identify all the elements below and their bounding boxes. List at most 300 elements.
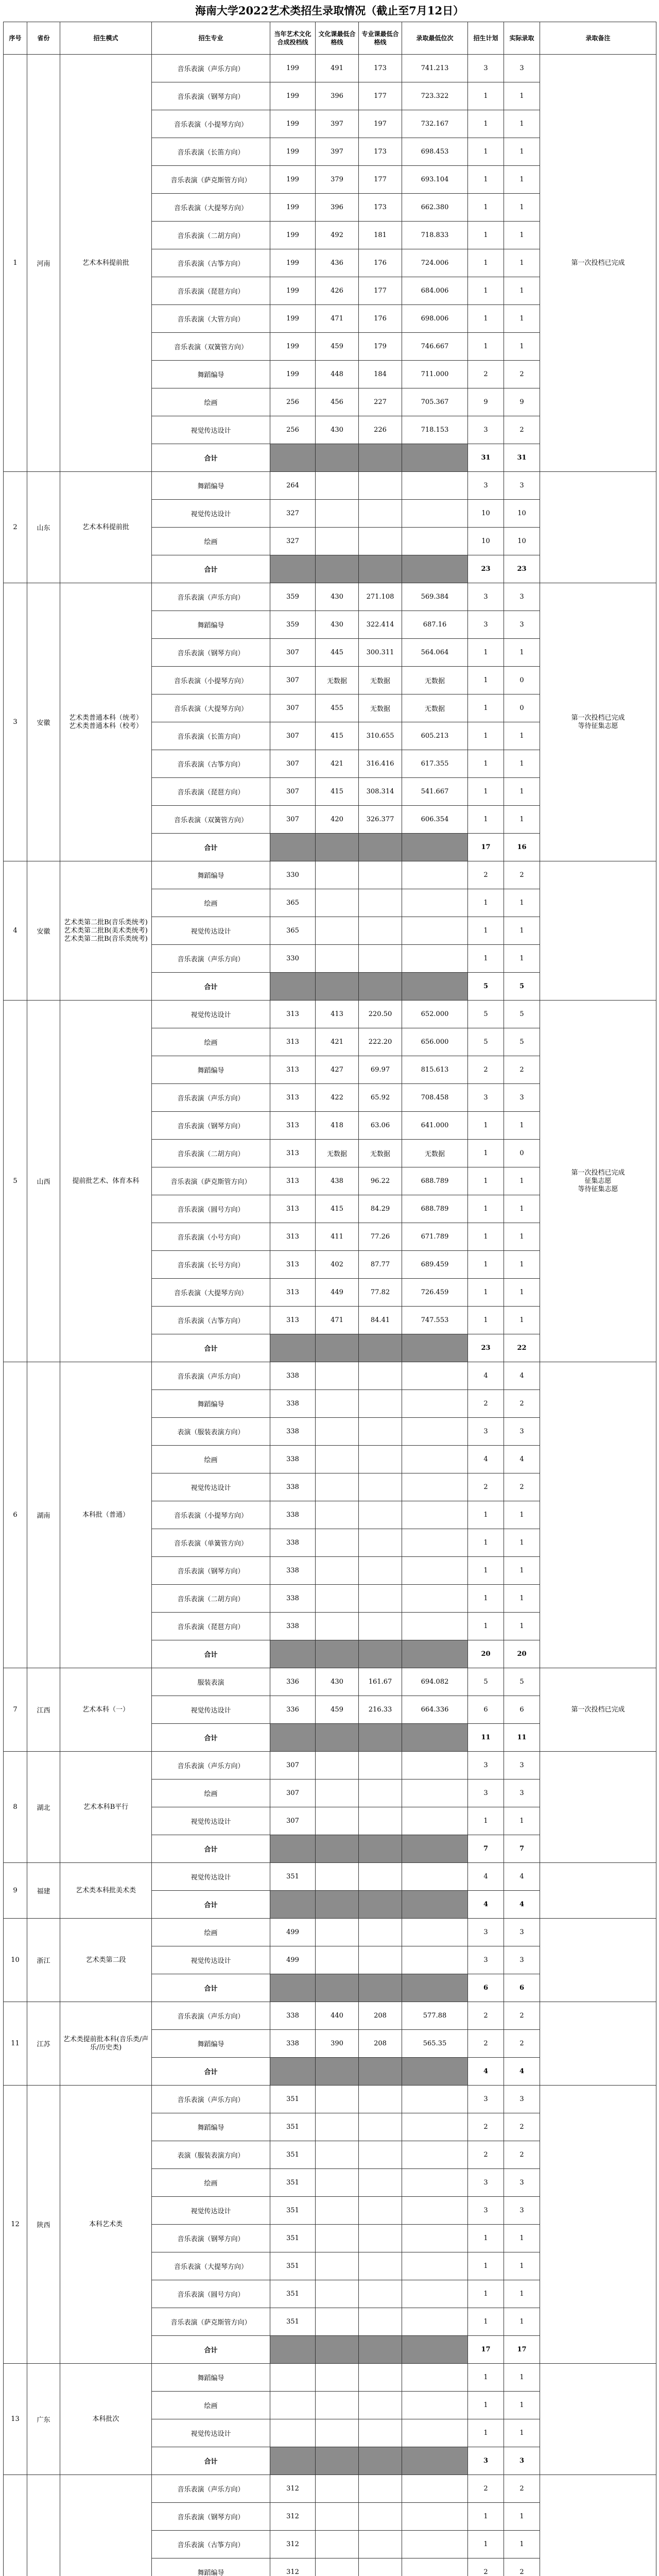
cell-value: 1	[468, 138, 504, 166]
province-name	[27, 2475, 60, 2576]
cell-value: 436	[316, 249, 359, 277]
major-name: 舞蹈编导	[152, 472, 270, 500]
shaded-cell	[402, 1640, 468, 1668]
cell-value: 176	[359, 305, 402, 333]
province-name: 湖南	[27, 1362, 60, 1668]
major-name: 音乐表演（萨克斯管方向）	[152, 2308, 270, 2336]
shaded-cell	[402, 1974, 468, 2002]
cell-value: 4	[504, 1362, 540, 1390]
cell-value: 3	[504, 1752, 540, 1780]
cell-value	[316, 1863, 359, 1891]
cell-value: 1	[504, 2280, 540, 2308]
table-body	[4, 55, 656, 2576]
major-name: 音乐表演（古筝方向）	[152, 750, 270, 778]
cell-value: 1	[468, 194, 504, 222]
table-row	[4, 2475, 656, 2503]
major-name: 音乐表演（古筝方向）	[152, 249, 270, 277]
cell-value: 无数据	[359, 667, 402, 694]
cell-value	[402, 1946, 468, 1974]
shaded-cell	[316, 973, 359, 1001]
cell-value: 365	[270, 889, 316, 917]
cell-value: 1	[504, 1112, 540, 1140]
cell-value	[316, 1807, 359, 1835]
major-name: 舞蹈编导	[152, 1390, 270, 1418]
cell-value	[359, 2308, 402, 2336]
cell-value: 310.655	[359, 722, 402, 750]
cell-value: 577.88	[402, 2002, 468, 2030]
cell-value: 313	[270, 1167, 316, 1195]
subtotal-actual: 5	[504, 973, 540, 1001]
admission-mode: 艺术类本科批美术类	[60, 1863, 152, 1919]
cell-value: 199	[270, 82, 316, 110]
cell-value: 1	[468, 889, 504, 917]
cell-value: 222.20	[359, 1028, 402, 1056]
major-name: 绘画	[152, 528, 270, 555]
shaded-cell	[359, 1724, 402, 1752]
cell-value: 84.41	[359, 1307, 402, 1334]
shaded-cell	[402, 1835, 468, 1863]
cell-value	[402, 2197, 468, 2225]
major-name: 舞蹈编导	[152, 1056, 270, 1084]
cell-value: 445	[316, 639, 359, 667]
province-name: 广东	[27, 2364, 60, 2475]
cell-value: 1	[504, 1529, 540, 1557]
admission-note: 第一次投档已完成 等待征集志愿	[540, 583, 656, 861]
cell-value: 316.416	[359, 750, 402, 778]
cell-value: 1	[468, 2503, 504, 2531]
cell-value: 397	[316, 138, 359, 166]
cell-value	[359, 2141, 402, 2169]
cell-value: 199	[270, 138, 316, 166]
cell-value: 718.833	[402, 222, 468, 249]
cell-value	[402, 1585, 468, 1613]
shaded-cell	[270, 555, 316, 583]
cell-value: 565.35	[402, 2030, 468, 2058]
major-name: 舞蹈编导	[152, 2030, 270, 2058]
cell-value	[316, 2475, 359, 2503]
cell-value: 4	[504, 1863, 540, 1891]
cell-value: 711.000	[402, 361, 468, 388]
cell-value: 3	[468, 1946, 504, 1974]
admission-mode: 本科批（普通）	[60, 1362, 152, 1668]
cell-value	[402, 2086, 468, 2113]
major-name: 视觉传达设计	[152, 1696, 270, 1724]
cell-value: 379	[316, 166, 359, 194]
cell-value: 5	[504, 1668, 540, 1696]
cell-value: 3	[504, 1418, 540, 1446]
major-name: 音乐表演（二胡方向）	[152, 1140, 270, 1167]
cell-value: 455	[316, 694, 359, 722]
cell-value	[402, 2392, 468, 2419]
cell-value: 351	[270, 2197, 316, 2225]
shaded-cell	[270, 834, 316, 861]
subtotal-actual: 23	[504, 555, 540, 583]
cell-value: 723.322	[402, 82, 468, 110]
cell-value	[402, 1752, 468, 1780]
province-number: 4	[4, 861, 27, 1001]
cell-value: 1	[468, 750, 504, 778]
cell-value: 2	[504, 361, 540, 388]
cell-value: 415	[316, 722, 359, 750]
cell-value: 1	[468, 277, 504, 305]
shaded-cell	[359, 1974, 402, 2002]
cell-value: 1	[468, 2364, 504, 2392]
cell-value: 1	[504, 82, 540, 110]
subtotal-actual: 17	[504, 2336, 540, 2364]
cell-value	[402, 2113, 468, 2141]
cell-value: 351	[270, 2225, 316, 2252]
cell-value: 65.92	[359, 1084, 402, 1112]
cell-value: 402	[316, 1251, 359, 1279]
cell-value	[359, 1362, 402, 1390]
cell-value: 1	[504, 1585, 540, 1613]
cell-value: 641.000	[402, 1112, 468, 1140]
cell-value	[359, 2280, 402, 2308]
cell-value: 662.380	[402, 194, 468, 222]
shaded-cell	[359, 444, 402, 472]
shaded-cell	[316, 1640, 359, 1668]
cell-value	[359, 2558, 402, 2576]
cell-value: 312	[270, 2475, 316, 2503]
admission-mode: 艺术类普通本科（统考） 艺术类普通本科（校考）	[60, 583, 152, 861]
table-row	[4, 1001, 656, 1028]
cell-value	[359, 1557, 402, 1585]
cell-value: 69.97	[359, 1056, 402, 1084]
cell-value: 1	[468, 110, 504, 138]
cell-value	[316, 1473, 359, 1501]
major-name: 视觉传达设计	[152, 2419, 270, 2447]
major-name: 音乐表演（声乐方向）	[152, 1084, 270, 1112]
cell-value: 2	[468, 2030, 504, 2058]
cell-value	[359, 1390, 402, 1418]
cell-value: 1	[504, 194, 540, 222]
cell-value: 338	[270, 1418, 316, 1446]
cell-value: 199	[270, 55, 316, 82]
cell-value: 5	[468, 1028, 504, 1056]
admission-note	[540, 1919, 656, 2002]
cell-value: 421	[316, 750, 359, 778]
cell-value: 77.26	[359, 1223, 402, 1251]
major-name: 舞蹈编导	[152, 611, 270, 639]
province-number: 10	[4, 1919, 27, 2002]
major-name: 绘画	[152, 889, 270, 917]
table-row	[4, 1919, 656, 1946]
cell-value	[402, 472, 468, 500]
cell-value	[270, 2364, 316, 2392]
cell-value: 430	[316, 416, 359, 444]
cell-value: 732.167	[402, 110, 468, 138]
cell-value: 307	[270, 722, 316, 750]
cell-value: 459	[316, 333, 359, 361]
cell-value: 569.384	[402, 583, 468, 611]
subtotal-plan: 7	[468, 1835, 504, 1863]
cell-value: 2	[468, 2002, 504, 2030]
subtotal-label: 合计	[152, 1835, 270, 1863]
admission-note: 第一次投档已完成	[540, 55, 656, 472]
cell-value: 2	[468, 361, 504, 388]
cell-value: 307	[270, 806, 316, 834]
cell-value	[402, 2503, 468, 2531]
cell-value: 1	[468, 2419, 504, 2447]
shaded-cell	[270, 2058, 316, 2086]
shaded-cell	[402, 2447, 468, 2475]
cell-value: 1	[468, 305, 504, 333]
shaded-cell	[402, 1724, 468, 1752]
cell-value: 1	[468, 1501, 504, 1529]
cell-value: 1	[468, 333, 504, 361]
major-name: 绘画	[152, 1919, 270, 1946]
cell-value	[402, 1418, 468, 1446]
shaded-cell	[270, 2447, 316, 2475]
cell-value: 177	[359, 82, 402, 110]
cell-value	[359, 945, 402, 973]
shaded-cell	[316, 1334, 359, 1362]
cell-value	[316, 1390, 359, 1418]
table-row	[4, 2364, 656, 2392]
column-header: 专业课最低合格线	[359, 22, 402, 55]
major-name: 音乐表演（大提琴方向）	[152, 694, 270, 722]
cell-value: 96.22	[359, 1167, 402, 1195]
cell-value: 无数据	[359, 1140, 402, 1167]
column-header: 文化课最低合格线	[316, 22, 359, 55]
subtotal-plan: 4	[468, 1891, 504, 1919]
cell-value: 1	[468, 1112, 504, 1140]
cell-value: 427	[316, 1056, 359, 1084]
cell-value: 438	[316, 1167, 359, 1195]
admission-mode: 艺术类提前批本科(音乐类/声乐/历史类)	[60, 2002, 152, 2086]
cell-value	[316, 500, 359, 528]
cell-value	[402, 1529, 468, 1557]
cell-value: 313	[270, 1140, 316, 1167]
admission-note	[540, 2002, 656, 2086]
cell-value: 无数据	[316, 667, 359, 694]
shaded-cell	[316, 1891, 359, 1919]
shaded-cell	[359, 2336, 402, 2364]
cell-value: 4	[468, 1362, 504, 1390]
major-name: 音乐表演（圆号方向）	[152, 1195, 270, 1223]
cell-value: 3	[468, 1084, 504, 1112]
cell-value: 684.006	[402, 277, 468, 305]
cell-value: 无数据	[316, 1140, 359, 1167]
major-name: 音乐表演（大管方向）	[152, 305, 270, 333]
cell-value: 327	[270, 528, 316, 555]
cell-value: 396	[316, 82, 359, 110]
cell-value	[316, 2419, 359, 2447]
cell-value: 3	[504, 1919, 540, 1946]
major-name: 音乐表演（钢琴方向）	[152, 2503, 270, 2531]
cell-value: 199	[270, 249, 316, 277]
major-name: 表演（服装表演方向）	[152, 1418, 270, 1446]
province-number: 1	[4, 55, 27, 472]
cell-value: 220.50	[359, 1001, 402, 1028]
cell-value: 1	[468, 1613, 504, 1640]
cell-value: 313	[270, 1195, 316, 1223]
major-name: 音乐表演（声乐方向）	[152, 55, 270, 82]
cell-value: 308.314	[359, 778, 402, 806]
shaded-cell	[316, 2058, 359, 2086]
cell-value: 3	[468, 1919, 504, 1946]
cell-value: 1	[468, 1529, 504, 1557]
cell-value: 1	[468, 1807, 504, 1835]
column-header: 录取备注	[540, 22, 656, 55]
cell-value: 307	[270, 667, 316, 694]
cell-value: 351	[270, 2113, 316, 2141]
shaded-cell	[359, 1891, 402, 1919]
cell-value: 1	[504, 2308, 540, 2336]
cell-value	[316, 2169, 359, 2197]
shaded-cell	[402, 555, 468, 583]
cell-value: 3	[468, 611, 504, 639]
cell-value: 541.667	[402, 778, 468, 806]
subtotal-plan: 6	[468, 1974, 504, 2002]
major-name: 视觉传达设计	[152, 1863, 270, 1891]
province-number: 9	[4, 1863, 27, 1919]
cell-value	[402, 945, 468, 973]
cell-value: 3	[468, 55, 504, 82]
cell-value: 440	[316, 2002, 359, 2030]
shaded-cell	[316, 2447, 359, 2475]
cell-value: 499	[270, 1919, 316, 1946]
cell-value	[359, 2225, 402, 2252]
province-number: 2	[4, 472, 27, 583]
cell-value: 177	[359, 166, 402, 194]
subtotal-label: 合计	[152, 973, 270, 1001]
major-name: 绘画	[152, 1028, 270, 1056]
cell-value	[316, 1501, 359, 1529]
cell-value: 2	[468, 2558, 504, 2576]
cell-value	[402, 2531, 468, 2558]
cell-value: 87.77	[359, 1251, 402, 1279]
subtotal-label: 合计	[152, 444, 270, 472]
cell-value: 313	[270, 1251, 316, 1279]
cell-value: 390	[316, 2030, 359, 2058]
major-name: 视觉传达设计	[152, 1001, 270, 1028]
cell-value: 449	[316, 1279, 359, 1307]
cell-value: 705.367	[402, 388, 468, 416]
cell-value: 2	[504, 2141, 540, 2169]
cell-value	[402, 1446, 468, 1473]
subtotal-plan: 5	[468, 973, 504, 1001]
cell-value	[402, 1473, 468, 1501]
admission-note	[540, 2475, 656, 2576]
major-name: 音乐表演（琵琶方向）	[152, 778, 270, 806]
subtotal-label: 合计	[152, 2447, 270, 2475]
cell-value	[316, 2503, 359, 2531]
major-name: 绘画	[152, 2169, 270, 2197]
subtotal-actual: 31	[504, 444, 540, 472]
major-name: 视觉传达设计	[152, 1473, 270, 1501]
cell-value: 3	[468, 416, 504, 444]
cell-value: 1	[504, 1501, 540, 1529]
cell-value: 718.153	[402, 416, 468, 444]
cell-value: 1	[468, 1140, 504, 1167]
cell-value	[402, 2252, 468, 2280]
cell-value: 5	[504, 1001, 540, 1028]
cell-value	[316, 2308, 359, 2336]
shaded-cell	[359, 1640, 402, 1668]
major-name: 音乐表演（小提琴方向）	[152, 110, 270, 138]
cell-value	[402, 1863, 468, 1891]
cell-value: 313	[270, 1279, 316, 1307]
cell-value: 1	[468, 694, 504, 722]
cell-value	[316, 2252, 359, 2280]
cell-value	[402, 2280, 468, 2308]
cell-value: 415	[316, 778, 359, 806]
province-name: 江苏	[27, 2002, 60, 2086]
cell-value: 312	[270, 2531, 316, 2558]
cell-value: 1	[504, 2419, 540, 2447]
subtotal-plan: 31	[468, 444, 504, 472]
province-number: 7	[4, 1668, 27, 1752]
major-name: 音乐表演（声乐方向）	[152, 1752, 270, 1780]
shaded-cell	[316, 1724, 359, 1752]
cell-value	[359, 1863, 402, 1891]
major-name: 音乐表演（声乐方向）	[152, 1362, 270, 1390]
admission-note	[540, 861, 656, 1001]
cell-value: 2	[504, 2002, 540, 2030]
cell-value: 无数据	[402, 694, 468, 722]
cell-value: 173	[359, 194, 402, 222]
cell-value: 5	[468, 1001, 504, 1028]
cell-value: 179	[359, 333, 402, 361]
cell-value: 338	[270, 1362, 316, 1390]
major-name: 音乐表演（大提琴方向）	[152, 194, 270, 222]
cell-value: 1	[504, 1557, 540, 1585]
cell-value: 1	[468, 2308, 504, 2336]
cell-value	[402, 1919, 468, 1946]
province-name: 安徽	[27, 861, 60, 1001]
cell-value	[316, 1780, 359, 1807]
cell-value: 359	[270, 583, 316, 611]
cell-value	[316, 1418, 359, 1446]
cell-value: 1	[504, 917, 540, 945]
column-header: 省份	[27, 22, 60, 55]
cell-value	[402, 1362, 468, 1390]
cell-value	[359, 889, 402, 917]
admission-note	[540, 1752, 656, 1863]
cell-value: 2	[504, 861, 540, 889]
cell-value	[359, 2419, 402, 2447]
major-name: 绘画	[152, 1446, 270, 1473]
cell-value: 3	[504, 1084, 540, 1112]
cell-value: 338	[270, 1557, 316, 1585]
cell-value: 491	[316, 55, 359, 82]
cell-value: 无数据	[402, 667, 468, 694]
cell-value	[316, 1585, 359, 1613]
province-name: 安徽	[27, 583, 60, 861]
admission-mode: 艺术本科提前批	[60, 472, 152, 583]
cell-value: 330	[270, 945, 316, 973]
cell-value: 199	[270, 222, 316, 249]
cell-value: 1	[468, 1557, 504, 1585]
cell-value: 365	[270, 917, 316, 945]
cell-value	[402, 2169, 468, 2197]
cell-value: 422	[316, 1084, 359, 1112]
shaded-cell	[270, 1974, 316, 2002]
cell-value: 312	[270, 2503, 316, 2531]
cell-value: 2	[504, 416, 540, 444]
subtotal-plan: 17	[468, 834, 504, 861]
cell-value: 1	[468, 945, 504, 973]
cell-value: 264	[270, 472, 316, 500]
cell-value	[359, 1946, 402, 1974]
subtotal-plan: 23	[468, 1334, 504, 1362]
cell-value: 173	[359, 55, 402, 82]
major-name: 视觉传达设计	[152, 500, 270, 528]
cell-value: 724.006	[402, 249, 468, 277]
cell-value: 338	[270, 1529, 316, 1557]
cell-value: 617.355	[402, 750, 468, 778]
